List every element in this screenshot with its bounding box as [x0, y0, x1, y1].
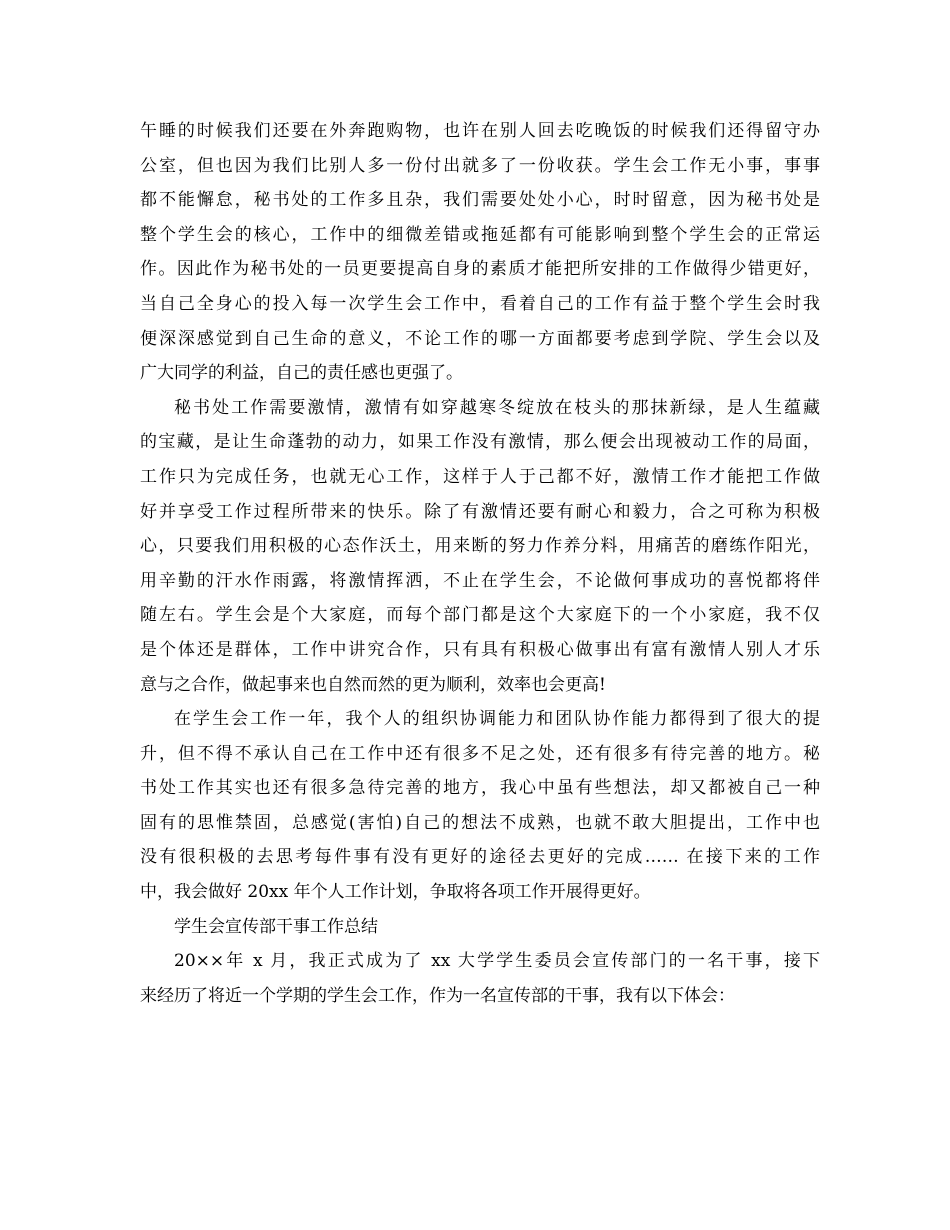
text-line: 随左右。学生会是个大家庭，而每个部门都是这个大家庭下的一个小家庭，我不仅 — [140, 605, 820, 626]
text-line: 是个体还是群体，工作中讲究合作，只有具有积极心做事出有富有激情人别人才乐 — [140, 639, 820, 660]
text-line: 来经历了将近一个学期的学生会工作，作为一名宣传部的干事，我有以下体会： — [140, 985, 735, 1006]
text-line: 当自己全身心的投入每一次学生会工作中，看着自己的工作有益于整个学生会时我 — [140, 293, 820, 314]
text-line: 的宝藏，是让生命蓬勃的动力，如果工作没有激情，那么便会出现被动工作的局面， — [140, 432, 820, 453]
text-line: 书处工作其实也还有很多急待完善的地方，我心中虽有些想法，却又都被自己一种 — [140, 778, 820, 799]
text-line: 心，只要我们用积极的心态作沃土，用来断的努力作养分料，用痛苦的磨练作阳光， — [140, 536, 820, 557]
paragraph-start-line: 在学生会工作一年，我个人的组织协调能力和团队协作能力都得到了很大的提 — [174, 709, 820, 730]
document-body — [140, 114, 820, 1013]
text-line: 午睡的时候我们还要在外奔跑购物，也许在别人回去吃晚饭的时候我们还得留守办 — [140, 121, 820, 141]
text-line: 便深深感觉到自己生命的意义，不论工作的哪一方面都要考虑到学院、学生会以及 — [140, 328, 820, 349]
text-line: 升，但不得不承认自己在工作中还有很多不足之处，还有很多有待完善的地方。秘 — [140, 743, 820, 764]
text-line: 好并享受工作过程所带来的快乐。除了有激情还要有耐心和毅力，合之可称为积极 — [140, 501, 820, 522]
paragraph-start-line: 秘书处工作需要激情，激情有如穿越寒冬绽放在枝头的那抹新绿，是人生蕴藏 — [174, 397, 820, 418]
section-heading: 学生会宣传部干事工作总结 — [174, 916, 378, 937]
text-line: 中，我会做好 20xx 年个人工作计划，争取将各项工作开展得更好。 — [140, 882, 651, 903]
text-line: 意与之合作，做起事来也自然而然的更为顺利，效率也会更高! — [140, 674, 606, 695]
text-line: 用辛勤的汗水作雨露，将激情挥洒，不止在学生会，不论做何事成功的喜悦都将伴 — [140, 570, 820, 591]
text-line: 都不能懈怠，秘书处的工作多且杂，我们需要处处小心，时时留意，因为秘书处是 — [140, 190, 820, 211]
text-line: 作。因此作为秘书处的一员更要提高自身的素质才能把所安排的工作做得少错更好， — [140, 259, 820, 280]
paragraph-start-line: 20××年 x 月，我正式成为了 xx 大学学生委员会宣传部门的一名干事，接下 — [174, 951, 820, 972]
text-line: 广大同学的利益，自己的责任感也更强了。 — [140, 363, 463, 384]
text-line: 工作只为完成任务，也就无心工作，这样于人于己都不好，激情工作才能把工作做 — [140, 466, 820, 487]
text-line: 固有的思惟禁固，总感觉(害怕)自己的想法不成熟，也就不敢大胆提出，工作中也 — [140, 812, 820, 833]
text-line: 整个学生会的核心，工作中的细微差错或拖延都有可能影响到整个学生会的正常运 — [140, 224, 820, 245]
text-line: 公室，但也因为我们比别人多一份付出就多了一份收获。学生会工作无小事，事事 — [140, 155, 820, 176]
text-line: 没有很积极的去思考每件事有没有更好的途径去更好的完成…… 在接下来的工作 — [140, 847, 820, 868]
